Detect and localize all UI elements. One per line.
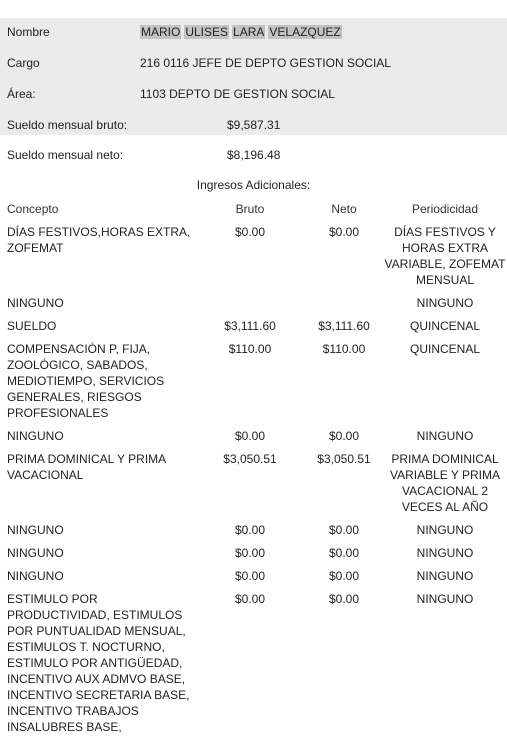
cell-neto: $3,111.60 <box>318 319 370 333</box>
cell-periodicidad: QUINCENAL <box>409 319 480 333</box>
cell-concepto: PRIMA DOMINICAL Y PRIMA VACACIONAL <box>7 452 166 482</box>
cell-periodicidad: QUINCENAL <box>409 342 480 356</box>
ingresos-title: Ingresos Adicionales: <box>196 178 311 192</box>
nombre-part: VELAZQUEZ <box>269 25 341 39</box>
cell-bruto: $0.00 <box>234 569 266 583</box>
cell-neto: $0.00 <box>328 546 360 560</box>
cell-periodicidad: DÍAS FESTIVOS Y HORAS EXTRA VARIABLE, ZOFEMAT MENSUAL <box>384 225 506 287</box>
cell-concepto: NINGUNO <box>7 296 64 310</box>
col-header-bruto: Bruto <box>235 202 265 216</box>
table-row <box>0 522 507 545</box>
cell-periodicidad: NINGUNO <box>416 523 474 537</box>
nombre-label: Nombre <box>7 25 50 39</box>
nombre-value <box>140 25 345 39</box>
nombre-part: ULISES <box>185 25 229 39</box>
cargo-value: 216 0116 JEFE DE DEPTO GESTION SOCIAL <box>140 56 391 70</box>
cell-neto <box>305 295 383 318</box>
cell-concepto: NINGUNO <box>7 569 64 583</box>
cell-periodicidad: NINGUNO <box>416 546 474 560</box>
table-row <box>0 591 507 742</box>
area-label: Área: <box>7 87 36 101</box>
cell-bruto: $0.00 <box>234 592 266 606</box>
table-row <box>0 451 507 522</box>
table-row <box>0 545 507 568</box>
ingresos-table <box>0 202 507 742</box>
cell-neto: $0.00 <box>328 569 360 583</box>
cell-concepto: SUELDO <box>7 319 57 333</box>
cell-neto: $3,050.51 <box>317 452 371 466</box>
table-row <box>0 568 507 591</box>
nombre-part: LARA <box>233 25 265 39</box>
cell-concepto: COMPENSACIÓN P, FIJA, ZOOLÓGICO, SABADOS, MEDIOTIEMPO, SERVICIOS GENERALES, RIESGOS PROFESIONALES <box>7 342 165 420</box>
cell-bruto: $0.00 <box>234 523 266 537</box>
col-header-neto: Neto <box>331 202 357 216</box>
table-row <box>0 341 507 428</box>
cell-concepto: NINGUNO <box>7 523 64 537</box>
cell-neto: $110.00 <box>322 342 366 356</box>
cell-periodicidad: NINGUNO <box>416 296 474 310</box>
cell-periodicidad: PRIMA DOMINICAL VARIABLE Y PRIMA VACACIONAL 2 VECES AL AÑO <box>389 452 501 514</box>
cell-neto: $0.00 <box>328 225 360 239</box>
sueldo-neto-label: Sueldo mensual neto: <box>7 148 124 162</box>
table-row <box>0 295 507 318</box>
cell-neto: $0.00 <box>328 429 360 443</box>
cell-periodicidad: NINGUNO <box>416 429 474 443</box>
cell-bruto: $0.00 <box>234 429 266 443</box>
cell-periodicidad: NINGUNO <box>416 592 474 606</box>
cargo-label: Cargo <box>7 56 40 70</box>
cell-bruto: $110.00 <box>228 342 272 356</box>
cell-bruto: $3,050.51 <box>223 452 277 466</box>
cell-neto: $0.00 <box>328 592 360 606</box>
col-header-periodicidad: Periodicidad <box>411 202 479 216</box>
cell-neto: $0.00 <box>328 523 360 537</box>
cell-bruto <box>195 295 305 318</box>
sueldo-neto-value: $8,196.48 <box>227 148 281 162</box>
cell-periodicidad: NINGUNO <box>416 569 474 583</box>
table-row <box>0 428 507 451</box>
nombre-part: MARIO <box>141 25 181 39</box>
cell-concepto: NINGUNO <box>7 546 64 560</box>
area-value: 1103 DEPTO DE GESTION SOCIAL <box>140 87 335 101</box>
cell-bruto: $3,111.60 <box>224 319 276 333</box>
sueldo-bruto-value: $9,587.31 <box>227 118 281 132</box>
cell-concepto: NINGUNO <box>7 429 64 443</box>
cell-concepto: DÍAS FESTIVOS,HORAS EXTRA, ZOFEMAT <box>7 225 191 255</box>
cell-bruto: $0.00 <box>234 546 266 560</box>
table-row <box>0 318 507 341</box>
sueldo-bruto-label: Sueldo mensual bruto: <box>7 118 128 132</box>
table-row <box>0 224 507 295</box>
col-header-concepto: Concepto <box>7 202 59 216</box>
table-header-row <box>0 202 507 224</box>
cell-bruto: $0.00 <box>234 225 266 239</box>
cell-concepto: ESTIMULO POR PRODUCTIVIDAD, ESTIMULOS POR PUNTUALIDAD MENSUAL, ESTIMULOS T. NOCTURNO, ESTIMULO POR ANTIGÜEDAD, INCENTIVO AUX ADMVO BASE, INCENTIVO SECRETARIA BASE, INCENTIVO TRABAJOS INSALUBRES BASE, <box>7 592 190 734</box>
